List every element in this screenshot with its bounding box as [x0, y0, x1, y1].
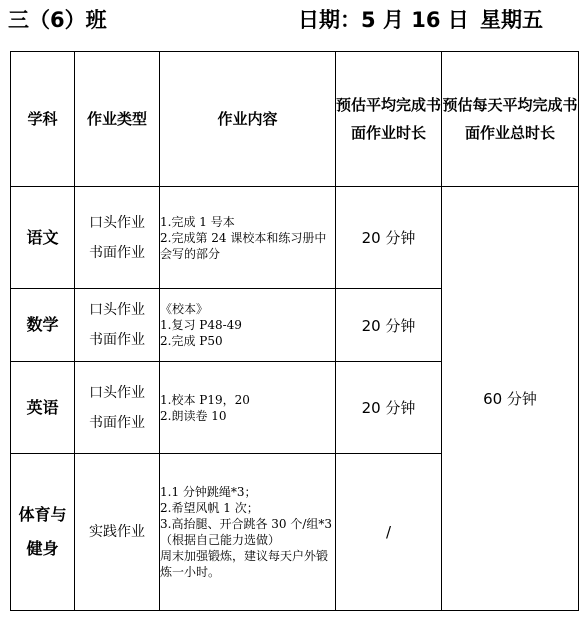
- total-time-cell: 60 分钟: [442, 187, 579, 611]
- content-line: 1.校本 P19，20: [160, 392, 250, 407]
- content-line: 2.希望风帆 1 次；: [160, 501, 259, 515]
- content-line: 3.高抬腿、开合跳各 30 个/组*3（根据自己能力选做）: [160, 517, 333, 547]
- content-line: 1.1 分钟跳绳*3；: [160, 485, 257, 499]
- type-cell: [75, 454, 160, 611]
- col-subject-header: 学科: [11, 52, 75, 187]
- table-header-row: [11, 52, 579, 187]
- content-line: 《校本》: [160, 302, 209, 316]
- content-cell: [160, 289, 336, 362]
- type-item: 口头作业: [89, 384, 145, 401]
- type-cell: [75, 289, 160, 362]
- subject-cell: 语文: [11, 187, 75, 289]
- type-item: 实践作业: [89, 524, 145, 540]
- content-line: 2.完成第 24 课校本和练习册中会写的部分: [160, 230, 327, 261]
- time-cell: 20 分钟: [336, 362, 442, 454]
- weekday-label: 星期五: [480, 8, 543, 32]
- content-line: 2.朗读卷 10: [160, 408, 227, 423]
- content-line: 1.完成 1 号本: [160, 214, 235, 229]
- type-item: 口头作业: [89, 302, 145, 318]
- homework-table: [10, 51, 579, 611]
- col-time-header: 预估平均完成书面作业时长: [336, 52, 442, 187]
- type-cell: [75, 362, 160, 454]
- content-line: 2.完成 P50: [160, 334, 223, 348]
- class-title: 三（6）班: [8, 8, 107, 32]
- table-row: [11, 187, 579, 289]
- content-line: 1.复习 P48-49: [160, 318, 242, 332]
- col-content-header: 作业内容: [160, 52, 336, 187]
- type-item: 书面作业: [89, 414, 145, 431]
- type-item: 书面作业: [89, 244, 145, 261]
- content-cell: [160, 187, 336, 289]
- col-total-time-header: 预估每天平均完成书面作业总时长: [442, 52, 579, 187]
- subject-cell: 英语: [11, 362, 75, 454]
- subject-cell: 体育与健身: [11, 454, 75, 611]
- type-item: 书面作业: [89, 332, 145, 348]
- content-cell: [160, 454, 336, 611]
- type-cell: [75, 187, 160, 289]
- time-cell: 20 分钟: [336, 289, 442, 362]
- type-item: 口头作业: [89, 214, 145, 231]
- col-type-header: 作业类型: [75, 52, 160, 187]
- content-cell: [160, 362, 336, 454]
- time-cell: /: [336, 454, 442, 611]
- subject-cell: 数学: [11, 289, 75, 362]
- time-cell: 20 分钟: [336, 187, 442, 289]
- date-label: 日期：5 月 16 日: [298, 8, 469, 32]
- content-line: 周末加强锻炼，建议每天户外锻炼一小时。: [160, 549, 329, 579]
